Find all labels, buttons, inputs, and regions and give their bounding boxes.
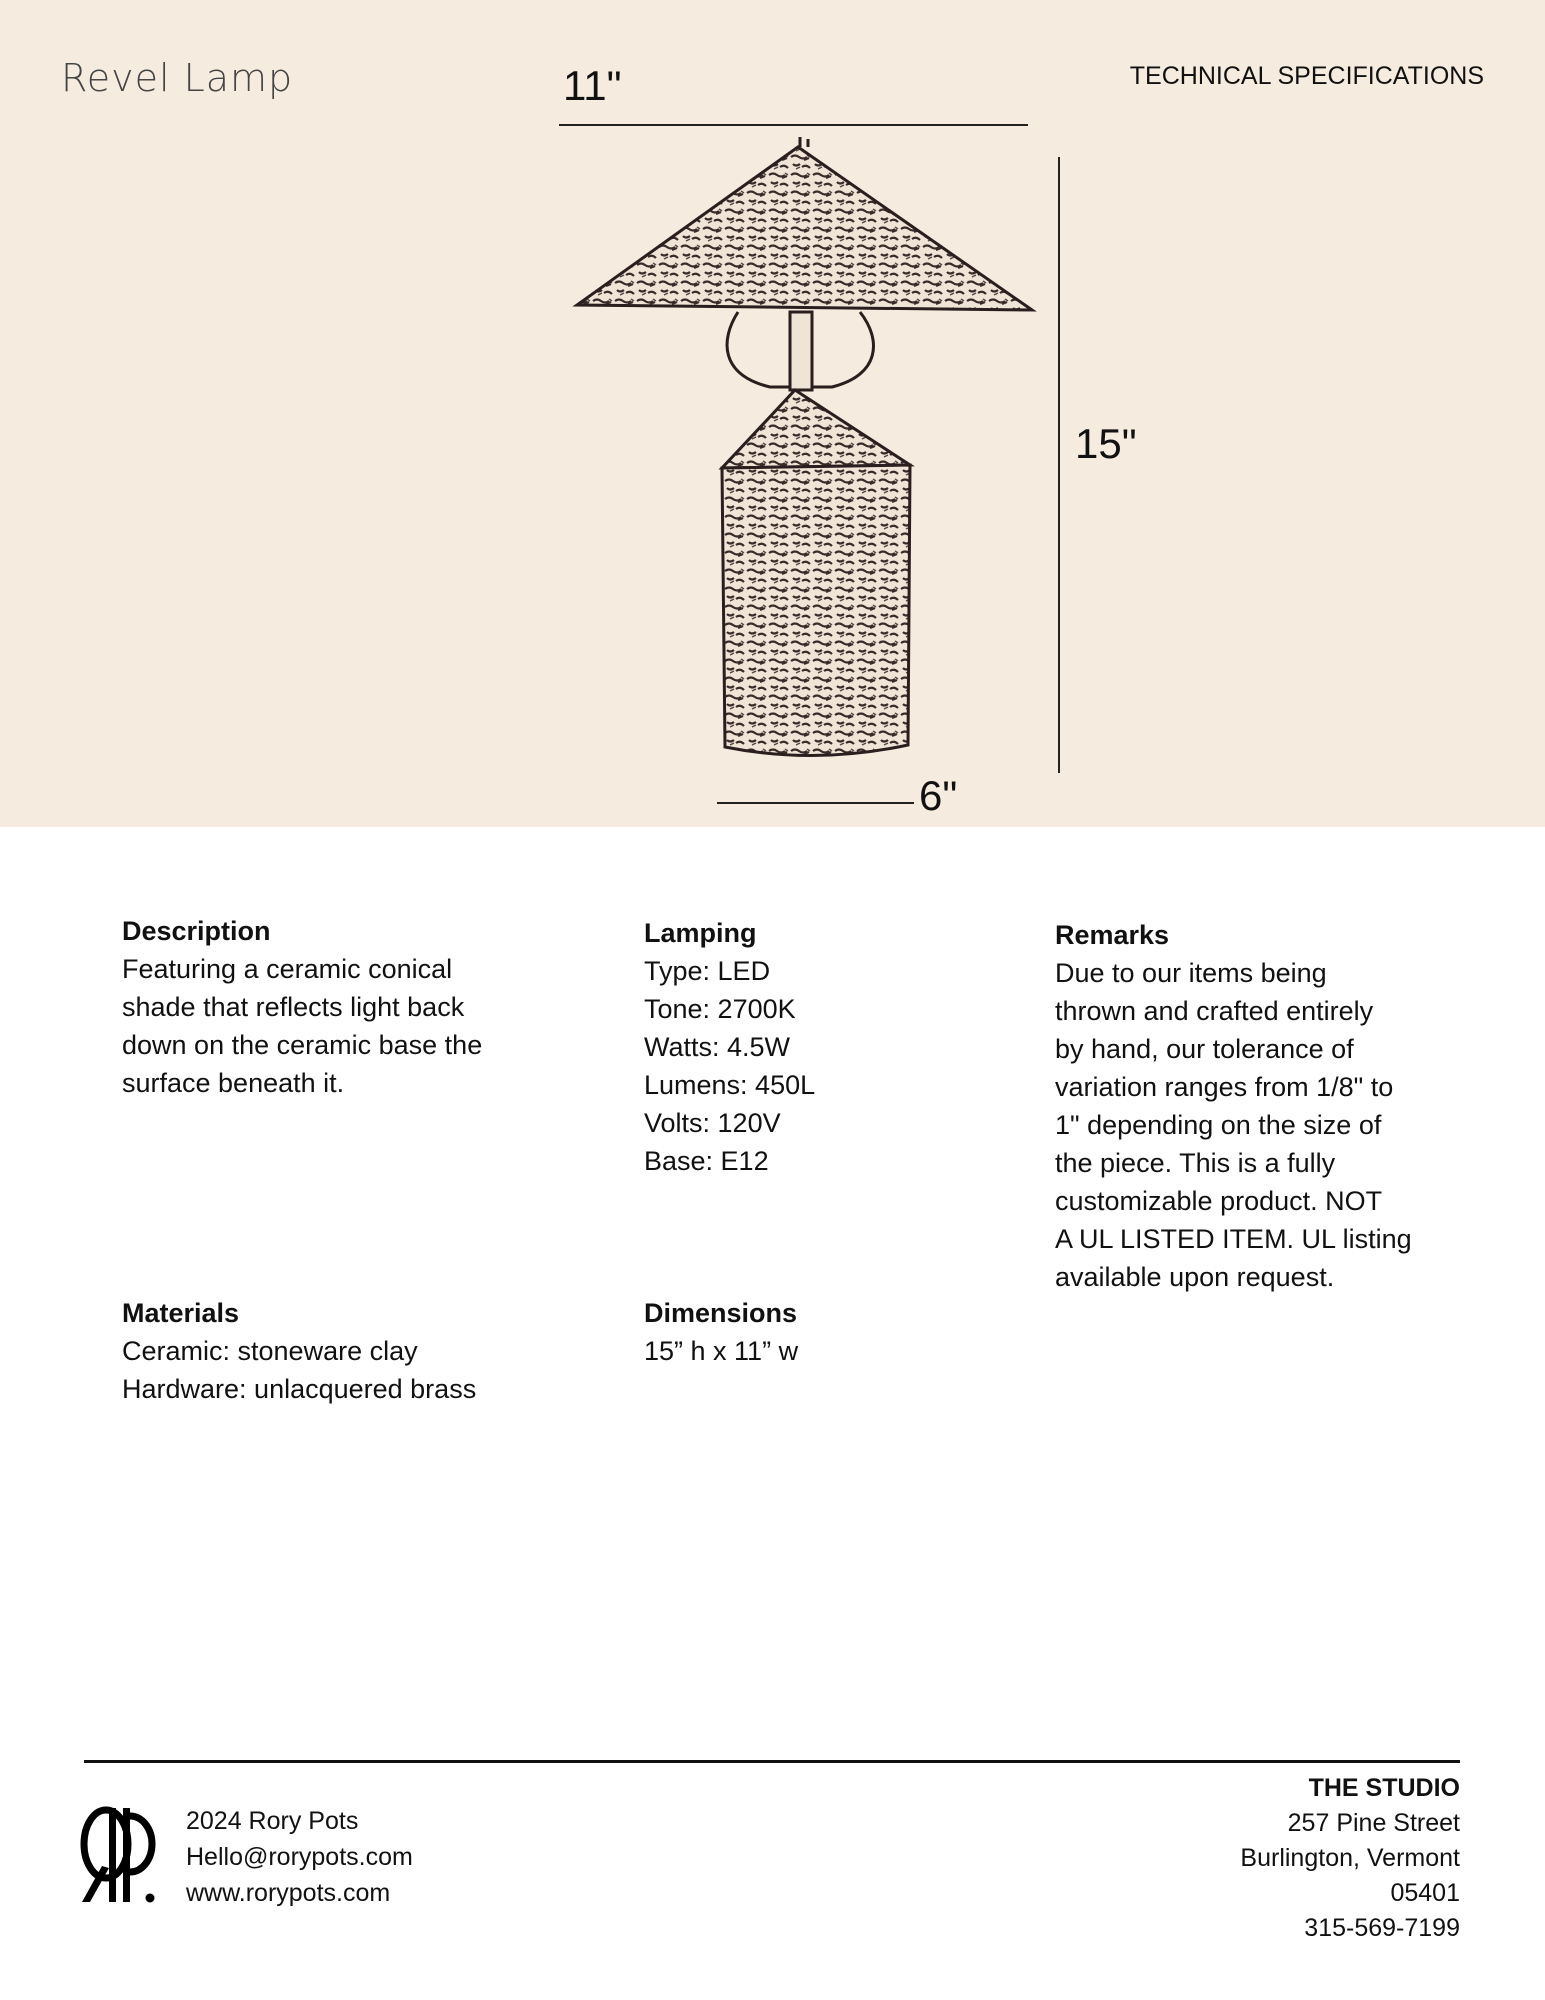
remarks-line: variation ranges from 1/8" to [1055,1072,1394,1102]
remarks-heading: Remarks [1055,920,1170,950]
footer-contact [186,1803,413,1911]
copyright-text: 2024 Rory Pots [186,1807,359,1835]
lamp-drawing [570,135,1040,785]
city-state: Burlington, Vermont [1240,1844,1460,1872]
studio-address [1240,1771,1460,1946]
height-dimension-line [1058,157,1060,773]
materials-heading: Materials [122,1298,240,1328]
remarks-line: customizable product. NOT [1055,1186,1383,1216]
rory-pots-logo [78,1806,168,1904]
materials-ceramic: Ceramic: stoneware clay [122,1336,418,1366]
remarks-line: the piece. This is a fully [1055,1148,1336,1178]
dimensions-heading: Dimensions [644,1298,798,1328]
lamping-watts: Watts: 4.5W [644,1032,791,1062]
description-line: down on the ceramic base the [122,1030,483,1060]
remarks-line: available upon request. [1055,1262,1335,1292]
lamping-lumens: Lumens: 450L [644,1070,816,1100]
materials-hardware: Hardware: unlacquered brass [122,1374,477,1404]
description-line: surface beneath it. [122,1068,345,1098]
footer-divider [84,1760,1460,1763]
height-dimension-label: 15" [1075,420,1137,467]
description-section [122,912,482,1102]
product-illustration-area [0,0,1545,827]
description-line: Featuring a ceramic conical [122,954,453,984]
document-type-label: TECHNICAL SPECIFICATIONS [1129,62,1484,90]
description-line: shade that reflects light back [122,992,465,1022]
zip-code: 05401 [1390,1879,1460,1907]
remarks-section [1055,916,1412,1296]
width-dimension-line [559,124,1028,126]
lamping-type: Type: LED [644,956,771,986]
studio-heading: THE STUDIO [1308,1774,1460,1802]
lamping-base: Base: E12 [644,1146,769,1176]
lamping-heading: Lamping [644,918,757,948]
website-link[interactable]: www.rorypots.com [186,1879,391,1907]
product-title: Revel Lamp [61,56,294,100]
lamping-section [644,914,815,1180]
description-heading: Description [122,916,271,946]
remarks-line: 1" depending on the size of [1055,1110,1382,1140]
remarks-line: Due to our items being [1055,958,1327,988]
lamping-volts: Volts: 120V [644,1108,781,1138]
remarks-line: thrown and crafted entirely [1055,996,1374,1026]
email-link[interactable]: Hello@rorypots.com [186,1843,413,1871]
remarks-line: A UL LISTED ITEM. UL listing [1055,1224,1412,1254]
remarks-line: by hand, our tolerance of [1055,1034,1354,1064]
base-dimension-label: 6" [919,772,958,819]
dimensions-section [644,1294,798,1370]
phone-number: 315-569-7199 [1304,1914,1460,1942]
dimensions-value: 15” h x 11” w [644,1336,799,1366]
lamping-tone: Tone: 2700K [644,994,796,1024]
width-dimension-label: 11" [563,62,622,109]
materials-section [122,1294,476,1408]
street-address: 257 Pine Street [1287,1809,1460,1837]
base-dimension-line [717,802,914,804]
